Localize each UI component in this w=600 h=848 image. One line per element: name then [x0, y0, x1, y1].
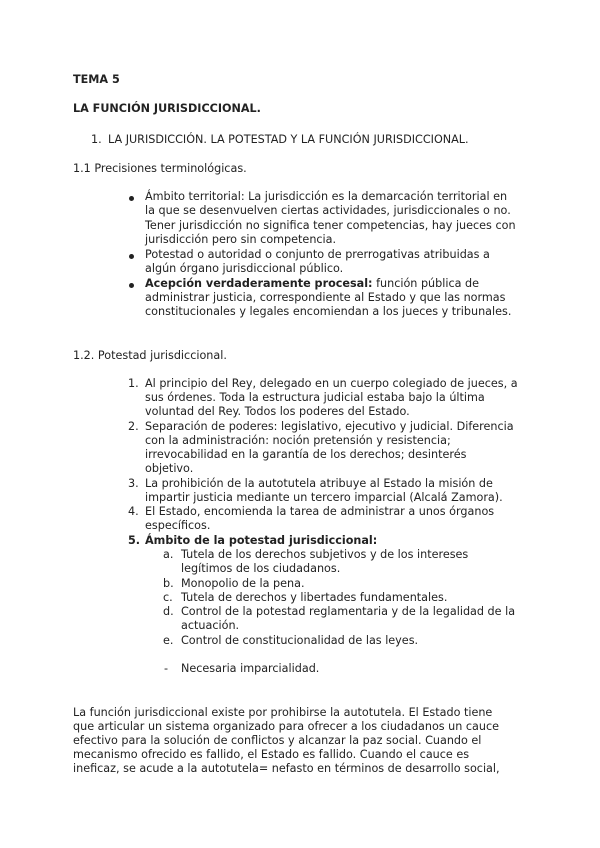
list-number: 2. — [128, 420, 139, 433]
dash-mark: - — [164, 662, 169, 675]
paragraph-line: efectivo para la solución de conflictos y alcanzar la paz social. Cuando el — [73, 734, 482, 747]
sublist-letter: c. — [163, 591, 173, 604]
sub12-heading: 1.2. Potestad jurisdiccional. — [73, 349, 227, 362]
sublist-line: actuación. — [181, 619, 240, 632]
sublist-letter: d. — [163, 605, 174, 618]
list-line: La prohibición de la autotutela atribuye al Estado la misión de — [145, 477, 493, 490]
paragraph-line: La función jurisdiccional existe por prohibirse la autotutela. El Estado tiene — [73, 706, 493, 719]
list-line: El Estado, encomienda la tarea de administrar a unos órganos — [145, 505, 495, 518]
bullet-line: constitucionales y legales encomiendan a los jueces y tribunales. — [145, 305, 512, 318]
bullet-icon — [129, 283, 134, 288]
sublist-line: Tutela de derechos y libertades fundamentales. — [181, 591, 448, 604]
bullet-line: la que se desenvuelven ciertas actividades, jurisdiccionales o no. — [145, 204, 511, 217]
list-line: con la administración: noción pretensión y resistencia; — [145, 434, 451, 447]
list-line: impartir justicia mediante un tercero imparcial (Alcalá Zamora). — [145, 491, 503, 504]
section1-heading: LA JURISDICCIÓN. LA POTESTAD Y LA FUNCIÓN JURISDICCIONAL. — [108, 133, 469, 146]
bullet-line: administrar justicia, correspondiente al Estado y que las normas — [145, 291, 506, 304]
bullet-line: Potestad o autoridad o conjunto de prerrogativas atribuidas a — [145, 248, 490, 261]
dash-text: Necesaria imparcialidad. — [181, 662, 320, 675]
doc-subtitle: LA FUNCIÓN JURISDICCIONAL. — [73, 102, 261, 115]
paragraph-line: ineficaz, se acude a la autotutela= nefasto en términos de desarrollo social, — [73, 762, 500, 775]
list-line: Separación de poderes: legislativo, ejecutivo y judicial. Diferencia — [145, 420, 514, 433]
bullet-line: algún órgano jurisdiccional público. — [145, 262, 344, 275]
paragraph-line: mecanismo ofrecido es fallido, el Estado es fallido. Cuando el cauce es — [73, 748, 470, 761]
bullet-bold-term: Acepción verdaderamente procesal: — [145, 277, 373, 290]
list-line: objetivo. — [145, 462, 194, 475]
bullet-text: función pública de — [372, 277, 479, 290]
list-line: específicos. — [145, 519, 211, 532]
sublist-line: Monopolio de la pena. — [181, 577, 305, 590]
sublist-line: Tutela de los derechos subjetivos y de los intereses — [181, 548, 469, 561]
sublist-letter: a. — [163, 548, 174, 561]
list-line: Al principio del Rey, delegado en un cuerpo colegiado de jueces, a — [145, 377, 518, 390]
list-number: 4. — [128, 505, 139, 518]
list-line: sus órdenes. Toda la estructura judicial estaba bajo la última — [145, 391, 485, 404]
list-number: 5. — [128, 534, 141, 547]
bullet-icon — [129, 196, 134, 201]
bullet-line: Ámbito territorial: La jurisdicción es la demarcación territorial en — [145, 190, 508, 203]
sublist-letter: e. — [163, 634, 174, 647]
list-number: 3. — [128, 477, 139, 490]
paragraph-line: que articular un sistema organizado para ofrecer a los ciudadanos un cauce — [73, 720, 500, 733]
bullet-line: jurisdicción pero sin competencia. — [145, 233, 337, 246]
bullet-icon — [129, 254, 134, 259]
section1-number: 1. — [91, 133, 102, 146]
sublist-line: Control de la potestad reglamentaria y de la legalidad de la — [181, 605, 516, 618]
sublist-letter: b. — [163, 577, 174, 590]
sublist-line: legítimos de los ciudadanos. — [181, 562, 341, 575]
list-number: 1. — [128, 377, 139, 390]
sublist-line: Control de constitucionalidad de las leyes. — [181, 634, 419, 647]
list-line: Ámbito de la potestad jurisdiccional: — [145, 534, 378, 547]
sub11-heading: 1.1 Precisiones terminológicas. — [73, 162, 247, 175]
bullet-line — [145, 277, 479, 291]
list-line: irrevocabilidad en la garantía de los derechos; desinterés — [145, 448, 467, 461]
doc-title: TEMA 5 — [73, 73, 120, 86]
list-line: voluntad del Rey. Todos los poderes del Estado. — [145, 405, 410, 418]
bullet-line: Tener jurisdicción no significa tener competencias, hay jueces con — [145, 219, 516, 232]
